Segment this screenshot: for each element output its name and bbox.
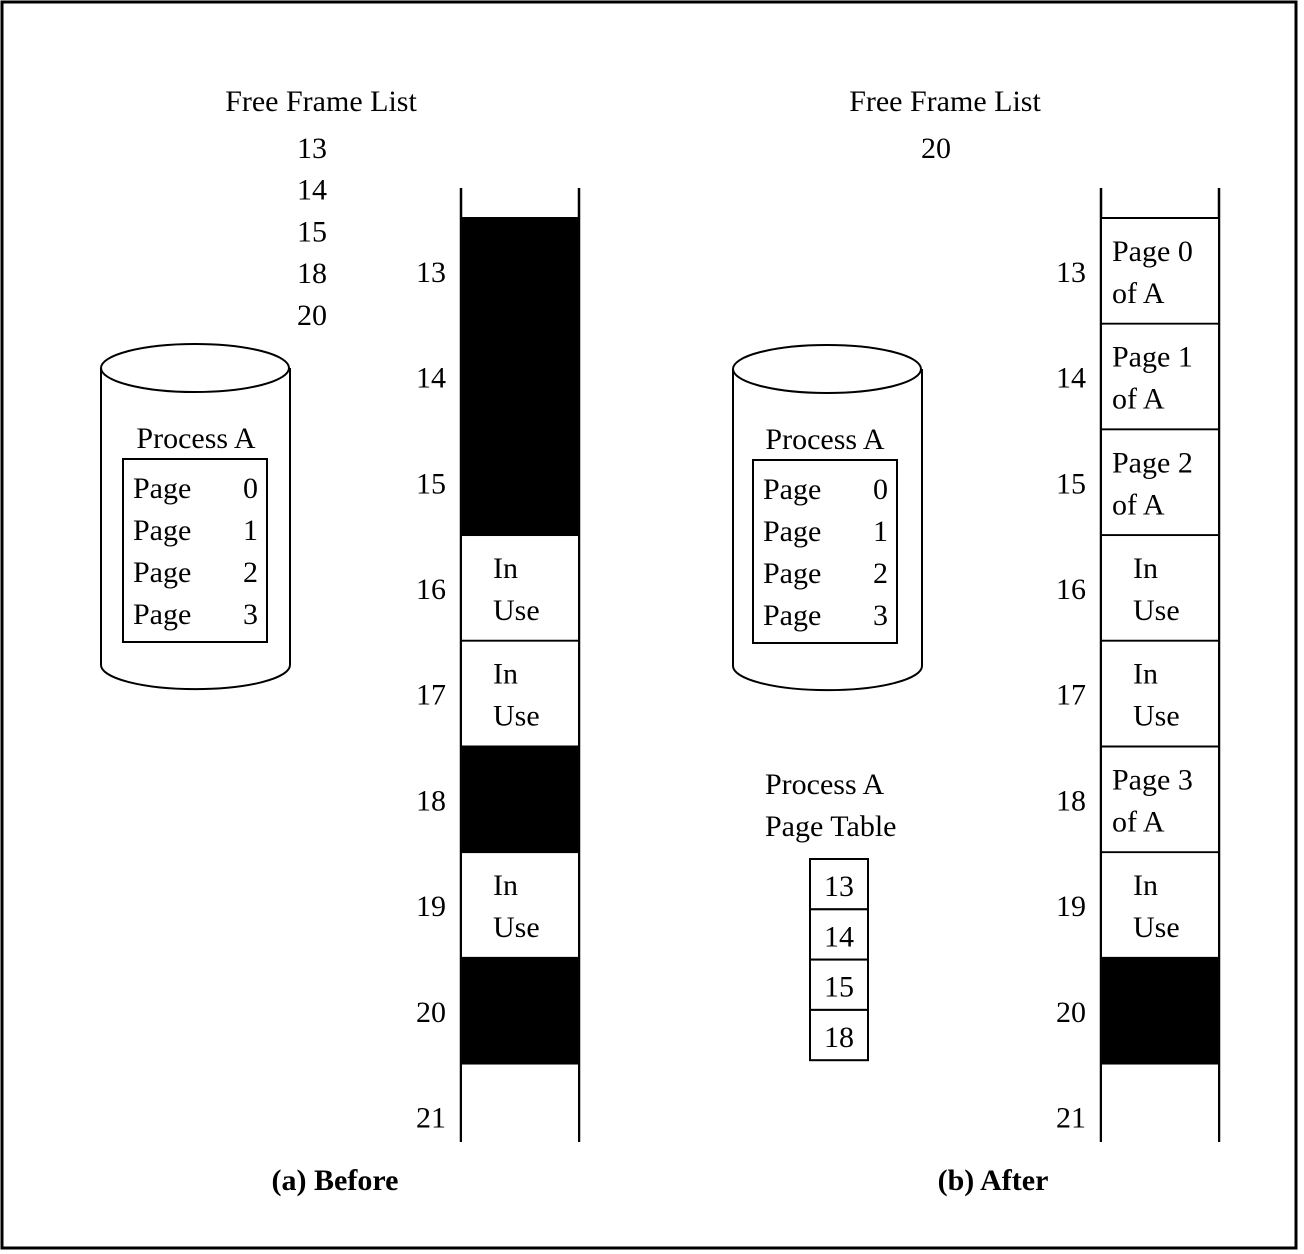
page-number: 1: [873, 515, 888, 548]
disk-top: [733, 345, 921, 393]
frame-content: Use: [1133, 911, 1180, 945]
frame-number: 17: [416, 678, 446, 712]
frame-number: 16: [1056, 572, 1086, 606]
disk-body: [101, 368, 290, 689]
disk-body: [733, 369, 922, 690]
frame-empty-21: [462, 1065, 578, 1169]
frame-number: 19: [1056, 890, 1086, 924]
frame-number: 18: [416, 784, 446, 818]
frame-content: Use: [493, 593, 540, 627]
free-frame-list: [297, 132, 327, 332]
process-disk: [733, 345, 922, 690]
panel-before: [101, 85, 579, 1197]
page-number: 3: [243, 598, 258, 631]
frame-number: 14: [416, 361, 446, 395]
page-number: 3: [873, 599, 888, 632]
page-table: [765, 768, 896, 1060]
free-frame-number: 14: [297, 173, 327, 207]
process-disk: [101, 344, 290, 689]
frame-content: Page 3: [1112, 763, 1193, 797]
page-label: Page: [133, 556, 192, 589]
frame-number: 14: [1056, 361, 1086, 395]
frame-content: Use: [1133, 593, 1180, 627]
frame-number: 21: [416, 1101, 446, 1135]
memory-frames: [416, 188, 579, 1168]
frame-content: In: [1133, 657, 1158, 691]
free-frame-list-title: Free Frame List: [225, 85, 417, 118]
page-table-title-line1: Process A: [765, 768, 885, 801]
free-frame-list-title: Free Frame List: [849, 85, 1041, 118]
caption-after: (b) After: [937, 1164, 1049, 1197]
free-frame-number: 13: [297, 132, 327, 165]
frame-number: 16: [416, 572, 446, 606]
frame-content: Page 2: [1112, 446, 1193, 480]
page-number: 0: [243, 472, 258, 505]
frame-empty-21: [1102, 1065, 1218, 1169]
page-label: Page: [763, 515, 822, 548]
frame-number: 20: [416, 995, 446, 1029]
page-table-entry: 14: [824, 920, 854, 954]
frame-content: of A: [1112, 382, 1165, 416]
frame-number: 20: [1056, 995, 1086, 1029]
disk-top: [101, 344, 289, 392]
frame-content: of A: [1112, 488, 1165, 522]
frame-content: In: [493, 869, 518, 903]
frame-content: In: [1133, 869, 1158, 903]
frame-content: In: [1133, 551, 1158, 585]
page-label: Page: [763, 557, 822, 590]
frame-free-18: [461, 747, 579, 853]
frame-content: Page 1: [1112, 340, 1193, 374]
panel-after: [733, 85, 1219, 1197]
frame-free-13: [461, 218, 579, 324]
frame-content: Use: [1133, 699, 1180, 733]
frame-content: of A: [1112, 805, 1165, 839]
frame-free-20: [1101, 958, 1219, 1064]
page-table-entry: 18: [824, 1020, 854, 1054]
frame-number: 15: [1056, 467, 1086, 501]
free-frame-number: 20: [921, 132, 951, 165]
page-label: Page: [763, 473, 822, 506]
frame-number: 13: [416, 255, 446, 289]
page-number: 1: [243, 514, 258, 547]
page-number: 2: [873, 557, 888, 590]
page-table-entry: 15: [824, 970, 854, 1004]
page-number: 0: [873, 473, 888, 506]
caption-before: (a) Before: [271, 1164, 399, 1197]
free-frame-list: [921, 132, 951, 165]
frame-content: Use: [493, 699, 540, 733]
page-label: Page: [133, 598, 192, 631]
free-frame-number: 15: [297, 215, 327, 249]
frame-free-15: [461, 429, 579, 535]
frame-free-20: [461, 958, 579, 1064]
frame-content: In: [493, 657, 518, 691]
frame-number: 21: [1056, 1101, 1086, 1135]
frame-number: 15: [416, 467, 446, 501]
page-table-entries: [810, 859, 868, 1060]
memory-frames: [1056, 188, 1219, 1168]
frame-number: 19: [416, 890, 446, 924]
frame-content: Use: [493, 911, 540, 945]
page-table-entry: 13: [824, 870, 854, 903]
frame-number: 17: [1056, 678, 1086, 712]
page-label: Page: [133, 472, 192, 505]
frame-content: of A: [1112, 276, 1165, 310]
page-number: 2: [243, 556, 258, 589]
free-frame-number: 20: [297, 298, 327, 332]
page-label: Page: [763, 599, 822, 632]
page-label: Page: [133, 514, 192, 547]
free-frame-number: 18: [297, 257, 327, 291]
process-title: Process A: [136, 422, 256, 455]
page-table-title-line2: Page Table: [765, 810, 897, 843]
frame-number: 18: [1056, 784, 1086, 818]
frame-free-14: [461, 324, 579, 430]
frame-number: 13: [1056, 255, 1086, 289]
frame-content: In: [493, 551, 518, 585]
process-title: Process A: [765, 423, 885, 456]
frame-content: Page 0: [1112, 234, 1193, 268]
